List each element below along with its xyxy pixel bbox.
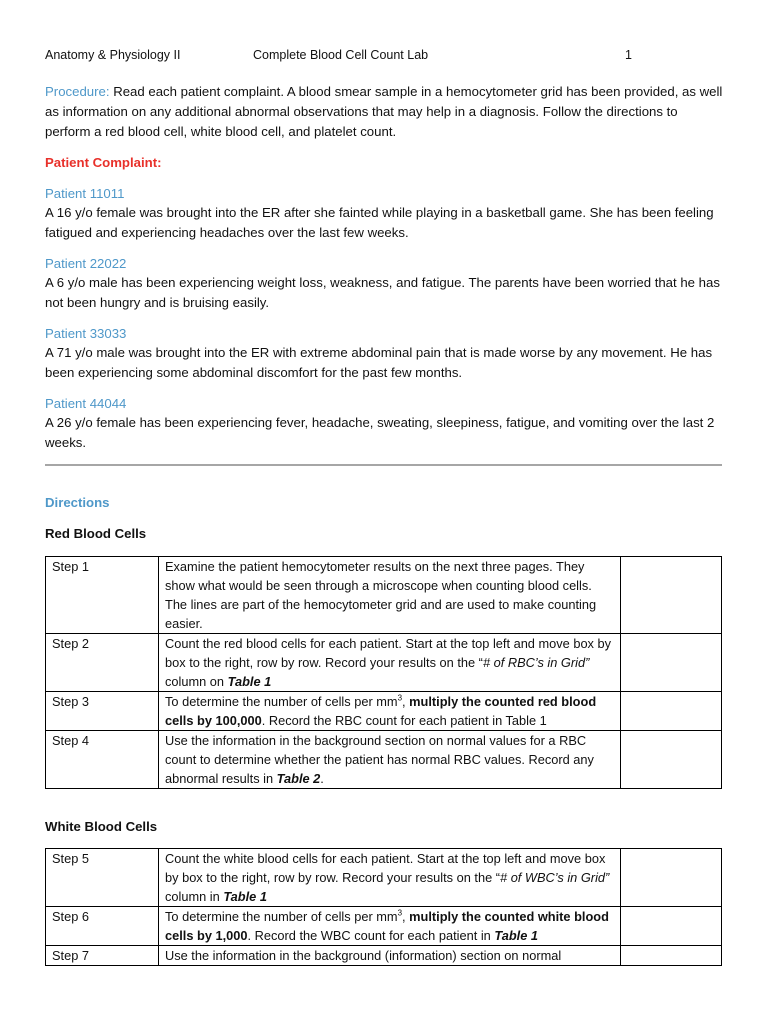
- step-notes-cell: [621, 849, 722, 907]
- step-text-italic: # of WBC’s in Grid”: [500, 870, 610, 885]
- step-text: Examine the patient hemocytometer results on the next three pages. They show what would be seen through a microscope when counting blood cells. The lines are part of the hemocytometer grid and are used to make counting easier.: [159, 557, 621, 634]
- step-notes-cell: [621, 557, 722, 634]
- step-text-part: column in: [165, 889, 224, 904]
- patient-id: Patient 22022: [45, 256, 127, 271]
- step-text-part: To determine the number of cells per mm: [165, 694, 398, 709]
- table-reference: Table 1: [223, 889, 267, 904]
- step-label: Step 7: [46, 946, 159, 966]
- step-text-part: column on: [165, 674, 228, 689]
- step-text-bold: multiply the counted white blood cells by 1,000: [165, 909, 609, 943]
- page-number: 1: [625, 48, 632, 62]
- step-label: Step 5: [46, 849, 159, 907]
- table-reference: Table 2: [276, 771, 321, 786]
- patient-description: A 16 y/o female was brought into the ER after she fainted while playing in a basketball game. She has been feeling fatigued and experiencing headaches over the last few weeks.: [45, 205, 714, 240]
- step-text: [159, 692, 621, 731]
- patient-complaint-heading: Patient Complaint:: [45, 155, 162, 170]
- patient-description: A 71 y/o male was brought into the ER with extreme abdominal pain that is made worse by any movement. He has been experiencing some abdominal discomfort for the past few months.: [45, 345, 713, 380]
- step-text-part: .: [320, 771, 324, 786]
- patient-description: A 6 y/o male has been experiencing weight loss, weakness, and fatigue. The parents have been worried that he has not been hungry and is bruising easily.: [45, 275, 720, 310]
- table-reference: Table 1: [227, 674, 272, 689]
- patient-id: Patient 11011: [45, 186, 125, 201]
- superscript: 3: [397, 693, 403, 703]
- section-divider: [45, 464, 722, 466]
- table-row: [46, 907, 722, 946]
- step-text: Use the information in the background (information) section on normal: [159, 946, 621, 966]
- patient-id: Patient 44044: [45, 396, 127, 411]
- wbc-steps-table: [45, 848, 722, 966]
- step-text-part: . Record the WBC count for each patient in: [247, 928, 495, 943]
- procedure-label: Procedure:: [45, 84, 110, 99]
- superscript: 3: [397, 908, 403, 918]
- step-notes-cell: [621, 634, 722, 692]
- directions-heading: Directions: [45, 495, 110, 510]
- step-label: Step 1: [46, 557, 159, 634]
- step-text-part: To determine the number of cells per mm: [165, 909, 398, 924]
- table-row: [46, 849, 722, 907]
- step-notes-cell: [621, 731, 722, 789]
- patient-id: Patient 33033: [45, 326, 127, 341]
- step-text-part: Count the white blood cells for each patient. Start at the top left and move box by box to the right, row by row. Record your results on the “: [165, 851, 606, 885]
- step-notes-cell: [621, 692, 722, 731]
- step-text-part: ,: [402, 694, 410, 709]
- step-label: Step 6: [46, 907, 159, 946]
- step-text-part: Use the information in the background section on normal values for a RBC count to determine whether the patient has normal RBC values. Record any abnormal results in: [165, 733, 594, 786]
- step-label: Step 3: [46, 692, 159, 731]
- rbc-steps-table: [45, 556, 722, 789]
- step-text: [159, 849, 621, 907]
- procedure-paragraph: [45, 82, 725, 142]
- course-name: Anatomy & Physiology II: [45, 48, 181, 62]
- step-text: [159, 907, 621, 946]
- procedure-text: Read each patient complaint. A blood smear sample in a hemocytometer grid has been provided, as well as information on any additional abnormal observations that may help in a diagnosis. Follow the directions to perform a red blood cell, white blood cell, and platelet count.: [45, 84, 723, 139]
- table-row: [46, 946, 722, 966]
- table-reference: Table 1: [494, 928, 538, 943]
- step-label: Step 4: [46, 731, 159, 789]
- step-notes-cell: [621, 946, 722, 966]
- table-row: [46, 634, 722, 692]
- step-notes-cell: [621, 907, 722, 946]
- rbc-heading: Red Blood Cells: [45, 526, 147, 541]
- step-text-italic: # of RBC’s in Grid”: [482, 655, 590, 670]
- step-text: [159, 634, 621, 692]
- step-label: Step 2: [46, 634, 159, 692]
- table-row: [46, 557, 722, 634]
- wbc-heading: White Blood Cells: [45, 819, 158, 834]
- step-text-part: ,: [402, 909, 410, 924]
- lab-title: Complete Blood Cell Count Lab: [253, 48, 429, 62]
- table-row: [46, 692, 722, 731]
- table-row: [46, 731, 722, 789]
- step-text-part: . Record the RBC count for each patient in Table 1: [261, 713, 547, 728]
- step-text: [159, 731, 621, 789]
- step-text-bold: multiply the counted red blood cells by 100,000: [165, 694, 597, 728]
- patient-description: A 26 y/o female has been experiencing fever, headache, sweating, sleepiness, fatigue, and vomiting over the last 2 weeks.: [45, 415, 715, 450]
- step-text-part: Count the red blood cells for each patient. Start at the top left and move box by box to the right, row by row. Record your results on the “: [165, 636, 612, 670]
